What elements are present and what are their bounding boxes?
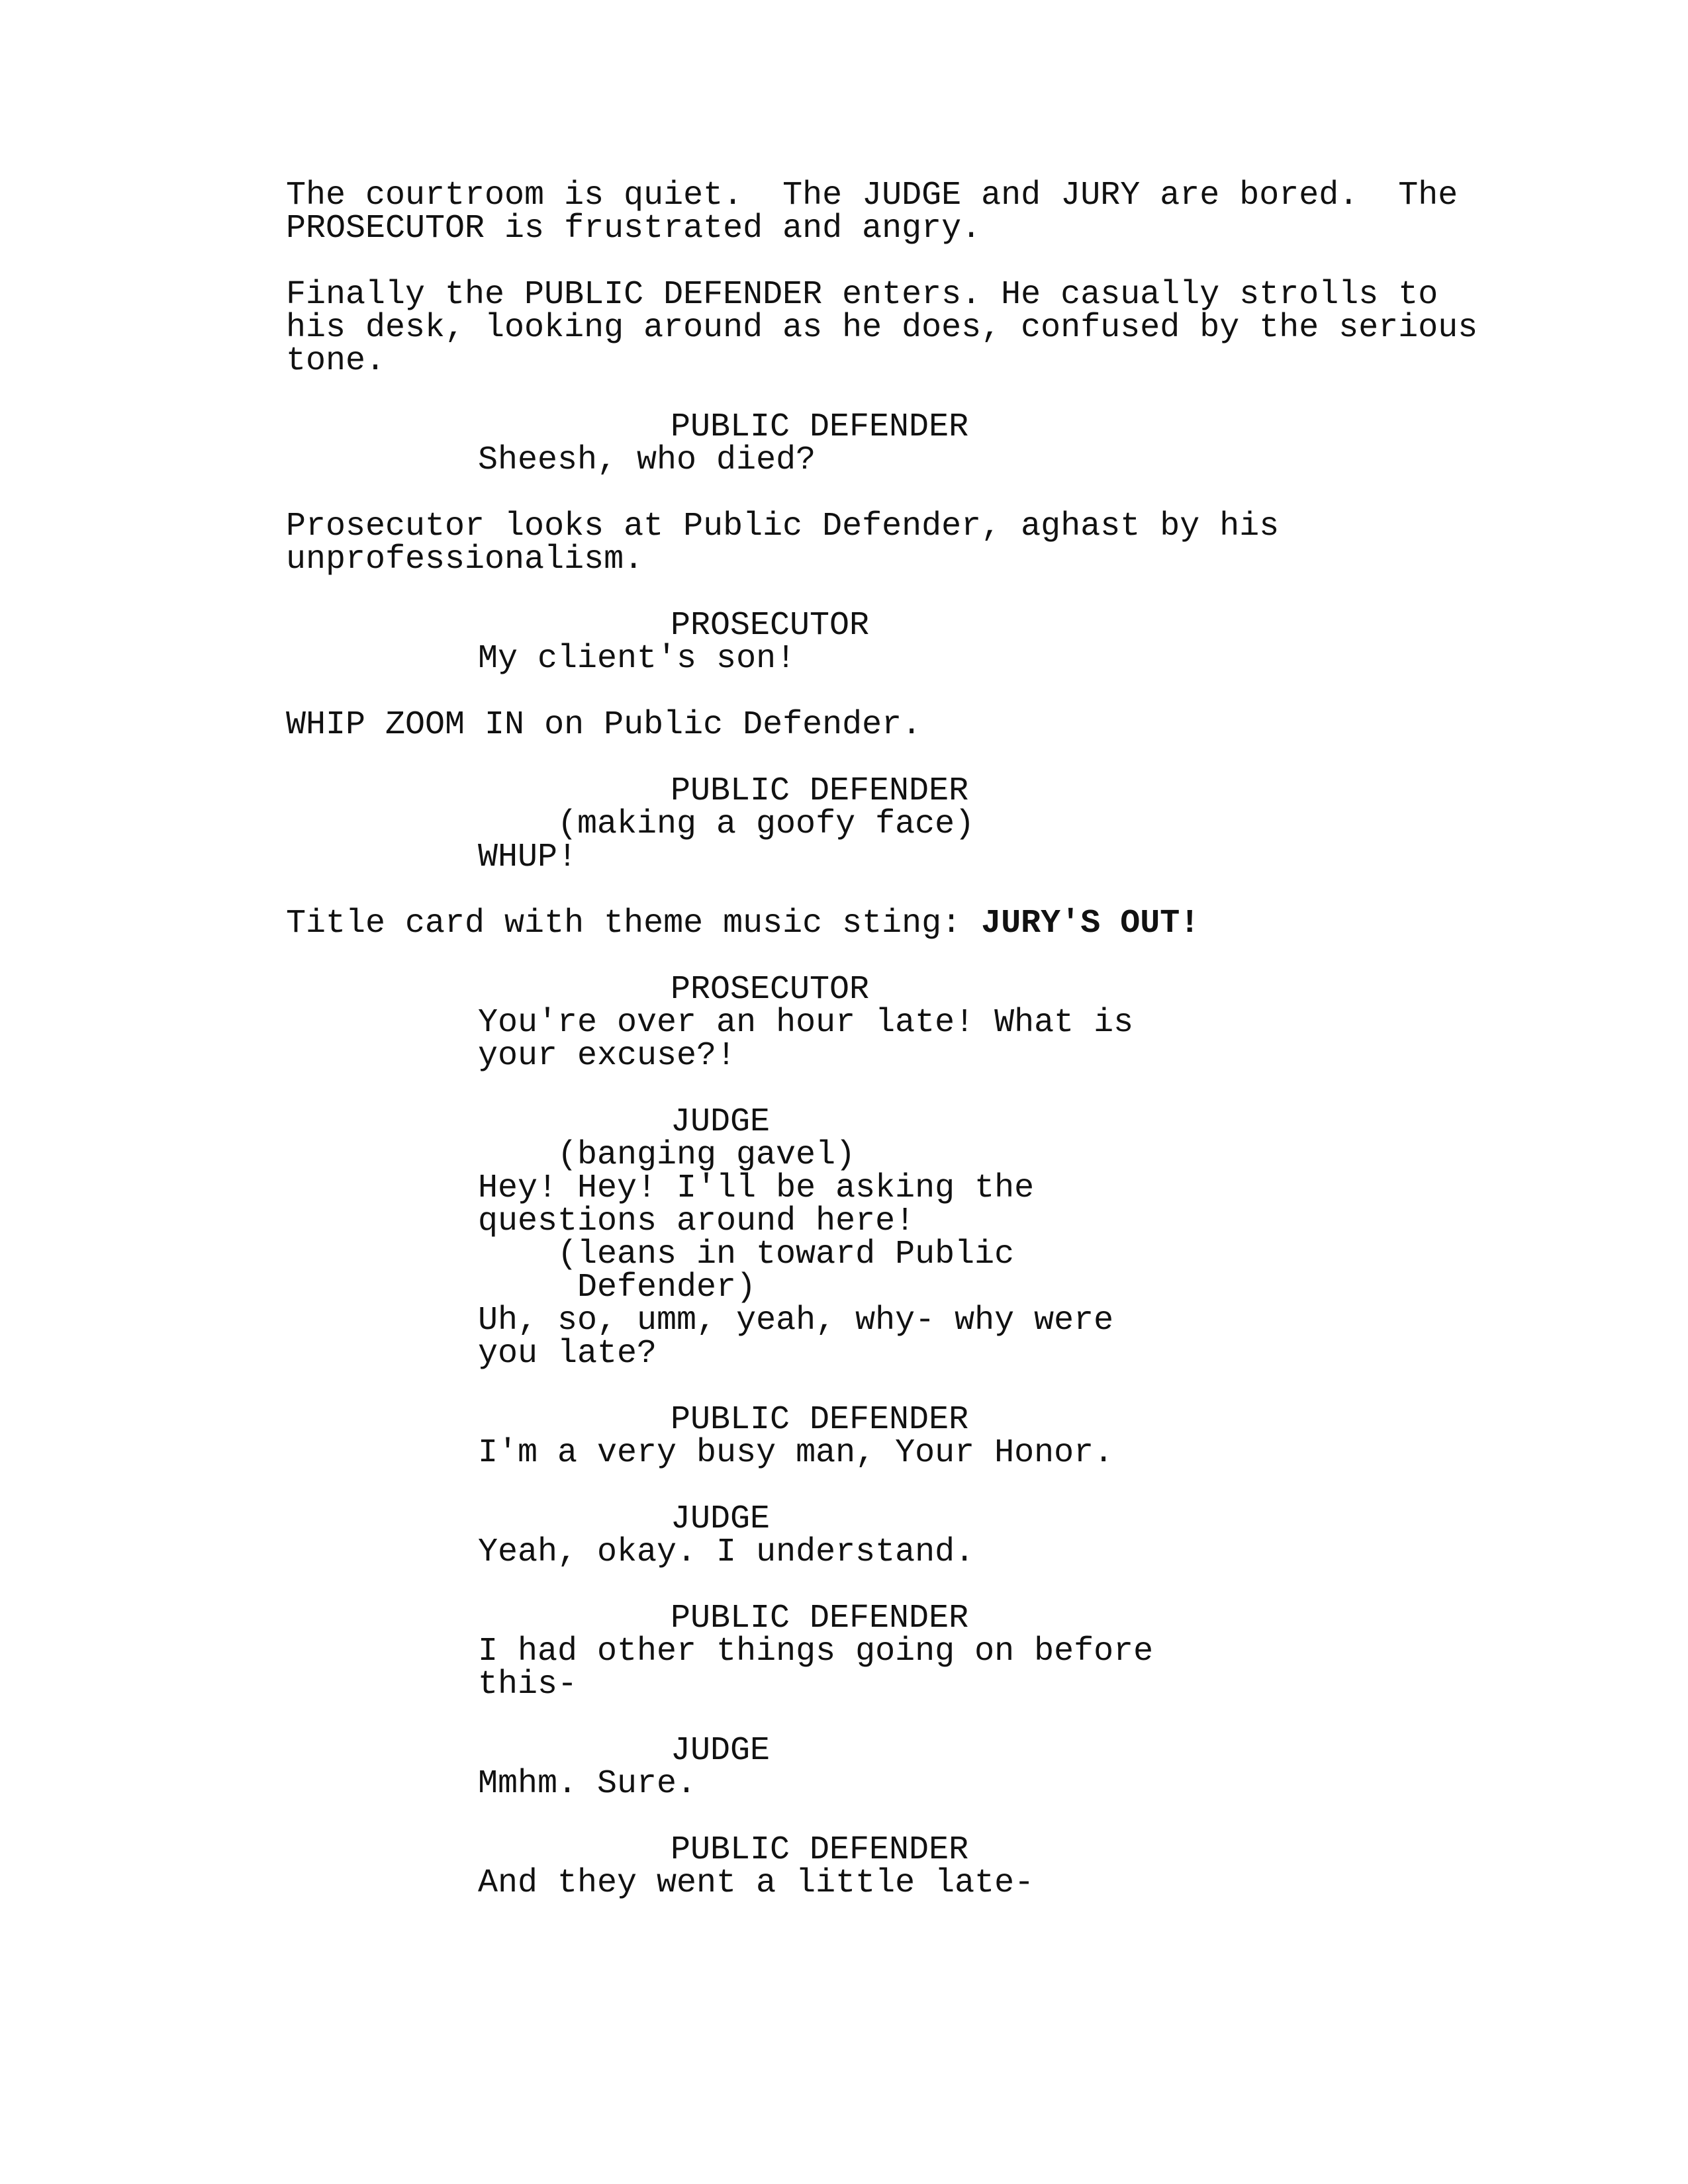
action-text: tone. — [286, 342, 386, 380]
character-text: PUBLIC DEFENDER — [671, 408, 969, 446]
dialogue-line — [478, 1304, 1113, 1338]
action-text: The courtroom is quiet. The JUDGE and JURY are bored. The — [286, 177, 1458, 214]
action-text: Prosecutor looks at Public Defender, aghast by his — [286, 508, 1280, 545]
action-text: Finally the PUBLIC DEFENDER enters. He casually strolls to — [286, 276, 1438, 314]
character-line — [671, 1602, 968, 1635]
parenthetical-text: (banging gavel) — [557, 1136, 856, 1174]
dialogue-line — [478, 1668, 577, 1702]
character-line — [671, 1732, 771, 1770]
dialogue-line — [478, 1004, 1134, 1042]
dialogue-text: you late? — [478, 1335, 657, 1373]
dialogue-text: I'm a very busy man, Your Honor. — [478, 1434, 1114, 1472]
dialogue-line — [478, 1533, 975, 1571]
action-line — [286, 212, 981, 246]
action-text: his desk, looking around as he does, confused by the serious — [286, 309, 1478, 347]
dialogue-line — [478, 841, 577, 874]
action-line — [286, 342, 386, 380]
dialogue-text: WHUP! — [478, 839, 578, 876]
action-text: unprofessionalism. — [286, 541, 644, 578]
parenthetical-text: (leans in toward Public — [557, 1236, 1015, 1273]
dialogue-line — [478, 1434, 1114, 1472]
parenthetical-text: Defender) — [557, 1269, 757, 1306]
dialogue-line — [478, 1037, 737, 1075]
character-line — [671, 1831, 969, 1869]
dialogue-text: your excuse?! — [478, 1037, 737, 1075]
character-line — [671, 1401, 969, 1439]
dialogue-line — [478, 1169, 1035, 1207]
character-text: PROSECUTOR — [671, 607, 870, 645]
dialogue-text: My client's son! — [478, 640, 796, 678]
character-text: PUBLIC DEFENDER — [671, 1401, 969, 1439]
dialogue-line — [478, 1335, 657, 1373]
dialogue-text: this- — [478, 1666, 578, 1704]
action-text: Title card with theme music sting: — [286, 905, 982, 942]
character-line — [671, 1500, 771, 1538]
action-text: PROSECUTOR is frustrated and angry. — [286, 210, 982, 248]
parenthetical-text: (making a goofy face) — [557, 805, 975, 843]
dialogue-line — [478, 1635, 1153, 1668]
character-text: PUBLIC DEFENDER — [671, 1831, 969, 1869]
dialogue-line — [478, 640, 796, 678]
dialogue-line — [478, 441, 816, 479]
action-line — [286, 907, 1199, 940]
dialogue-text: Yeah, okay. I understand. — [478, 1533, 975, 1571]
character-text: JUDGE — [671, 1103, 771, 1141]
show-title-emphasis: JURY'S OUT! — [981, 905, 1200, 942]
action-line — [286, 706, 922, 744]
dialogue-text: You're over an hour late! What is — [478, 1004, 1134, 1042]
dialogue-line — [478, 1765, 697, 1803]
dialogue-text: questions around here! — [478, 1203, 915, 1240]
action-line — [286, 276, 1438, 314]
dialogue-text: And they went a little late- — [478, 1864, 1035, 1902]
dialogue-text: Hey! Hey! I'll be asking the — [478, 1169, 1035, 1207]
character-text: JUDGE — [671, 1732, 771, 1770]
character-line — [671, 607, 870, 645]
action-line — [286, 510, 1279, 543]
dialogue-line — [478, 1205, 915, 1238]
action-line — [286, 179, 1458, 212]
dialogue-text: I had other things going on before — [478, 1633, 1154, 1670]
action-line — [286, 543, 643, 576]
character-text: JUDGE — [671, 1500, 771, 1538]
dialogue-text: Sheesh, who died? — [478, 441, 816, 479]
character-line — [671, 1103, 771, 1141]
character-text: PUBLIC DEFENDER — [671, 772, 969, 810]
dialogue-text: Mmhm. Sure. — [478, 1765, 697, 1803]
dialogue-line — [478, 1864, 1035, 1902]
action-text: WHIP ZOOM IN on Public Defender. — [286, 706, 922, 744]
parenthetical-line — [557, 1271, 756, 1304]
character-line — [671, 772, 969, 810]
dialogue-text: Uh, so, umm, yeah, why- why were — [478, 1302, 1114, 1340]
character-line — [671, 408, 969, 446]
parenthetical-line — [557, 1238, 1014, 1271]
character-text: PUBLIC DEFENDER — [671, 1600, 969, 1637]
parenthetical-line — [557, 1136, 856, 1174]
character-text: PROSECUTOR — [671, 971, 870, 1009]
character-line — [671, 971, 870, 1009]
parenthetical-line — [557, 805, 975, 843]
action-line — [286, 309, 1478, 347]
